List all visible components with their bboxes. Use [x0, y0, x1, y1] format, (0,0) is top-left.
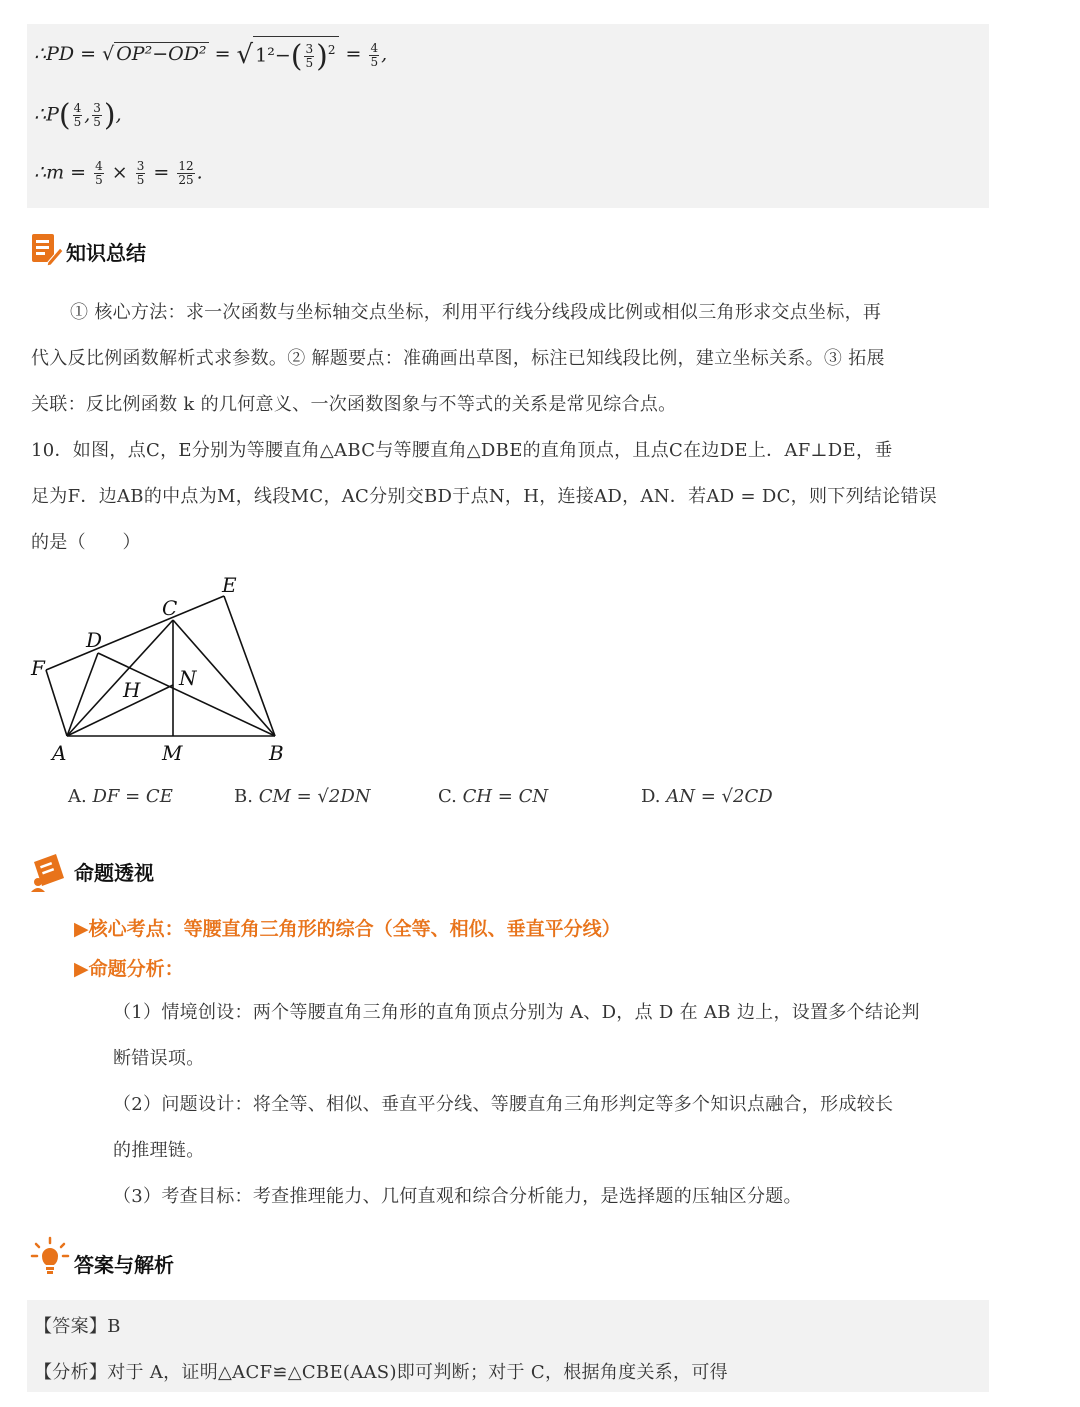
label-h: H [123, 678, 141, 702]
label-d: D [86, 628, 103, 652]
analysis-line-3: （2）问题设计：将全等、相似、垂直平分线、等腰直角三角形判定等多个知识点融合，形成较长 [113, 1094, 894, 1115]
option-b[interactable] [234, 786, 371, 807]
knowledge-line-1: ① 核心方法：求一次函数与坐标轴交点坐标，利用平行线分线段成比例或相似三角形求交点坐标，再 [70, 302, 882, 323]
clipboard-person-icon [30, 852, 72, 888]
option-letter: A. [68, 786, 87, 807]
eq-text: = [147, 161, 176, 184]
analysis-line-1: （1）情境创设：两个等腰直角三角形的直角顶点分别为 A、D，点 D 在 AB 边上，设置多个结论判 [113, 1002, 920, 1023]
option-text: DF = CE [92, 786, 173, 807]
eq-text: , [115, 103, 122, 126]
eq-sqrt: OP²−OD² [116, 43, 207, 65]
eq-text: ∴P [34, 103, 59, 126]
option-letter: C. [438, 786, 457, 807]
eq-big-sqrt: 1²−( $\frac{3}{5}$ )$^2$ [253, 36, 339, 74]
question-line-1: 10．如图，点C，E分别为等腰直角△ABC与等腰直角△DBE的直角顶点，且点C在边DE上．AF⊥DE，垂 [31, 440, 893, 461]
knowledge-heading [30, 228, 146, 268]
label-f: F [31, 656, 45, 680]
option-letter: B. [234, 786, 253, 807]
fraction: $\frac{3}{5}$ [93, 101, 101, 129]
equation-pd: ∴PD = √ OP²−OD² = √ 1²−( $\frac{3}{5}$ )$^2$ = $\frac{4}{5}$ , [34, 36, 387, 74]
fraction: $\frac{4}{5}$ [370, 40, 379, 69]
equation-p: ∴P( $\frac{4}{5}$ , $\frac{3}{5}$ ), [34, 98, 122, 133]
option-text: CH = CN [462, 786, 549, 807]
geometry-figure [26, 570, 296, 770]
eq-text: 1²− [255, 44, 291, 67]
option-text: AN = √2CD [666, 786, 773, 807]
section-title: 知识总结 [66, 241, 146, 265]
eq-text: = [208, 43, 237, 65]
eq-text: ∴PD = [34, 43, 103, 65]
knowledge-line-2: 代入反比例函数解析式求参数。② 解题要点：准确画出草图，标注已知线段比例，建立坐标关系。③ 拓展 [31, 348, 885, 369]
eq-text: × [105, 161, 134, 184]
label-e: E [222, 573, 237, 597]
answer-text: 【答案】B [34, 1316, 121, 1337]
eq-text: ∴m = [34, 161, 93, 184]
segment-ac [67, 620, 173, 736]
eq-text: = [339, 43, 368, 65]
fraction: $\frac{3}{5}$ [305, 42, 314, 70]
question-line-2: 足为F．边AB的中点为M，线段MC，AC分别交BD于点N，H，连接AD，AN．若AD = DC，则下列结论错误 [31, 486, 938, 507]
option-letter: D. [641, 786, 661, 807]
equation-m [34, 160, 203, 187]
section-title: 答案与解析 [74, 1253, 174, 1277]
knowledge-line-3: 关联：反比例函数 k 的几何意义、一次函数图象与不等式的关系是常见综合点。 [31, 394, 677, 415]
option-text: CM = √2DN [258, 786, 371, 807]
analysis-line-5: （3）考查目标：考查推理能力、几何直观和综合分析能力，是选择题的压轴区分题。 [113, 1186, 802, 1207]
option-a[interactable] [68, 786, 173, 807]
lightbulb-icon [30, 1236, 72, 1280]
label-m: M [162, 741, 183, 765]
eq-sup: 2 [327, 43, 336, 58]
fraction: $\frac{4}{5}$ [73, 101, 82, 129]
section-title: 命题透视 [74, 861, 154, 885]
fraction: $\frac{3}{5}$ [136, 159, 145, 187]
analysis-label: ▶命题分析： [74, 958, 184, 980]
answer-analysis-text: 【分析】对于 A，证明△ACF≌△CBE(AAS)即可判断；对于 C，根据角度关系，可得 [34, 1362, 728, 1383]
label-c: C [162, 596, 178, 620]
fraction: $\frac{4}{5}$ [95, 159, 103, 187]
figure-lines [46, 596, 275, 736]
eq-text: , [381, 43, 388, 65]
fraction: $\frac{12}{25}$ [178, 159, 194, 187]
label-n: N [179, 666, 197, 690]
segment-fe [46, 596, 224, 670]
analysis-line-4: 的推理链。 [113, 1140, 205, 1161]
option-c[interactable] [438, 786, 548, 807]
option-d[interactable] [641, 786, 773, 807]
analysis-line-2: 断错误项。 [113, 1048, 205, 1069]
analysis-heading [30, 848, 154, 888]
label-a: A [52, 741, 67, 765]
eq-text: , [84, 103, 91, 126]
segment-fa [46, 670, 67, 736]
core-point: ▶核心考点：等腰直角三角形的综合（全等、相似、垂直平分线） [74, 918, 621, 940]
eq-text: . [196, 161, 203, 184]
label-b: B [269, 741, 284, 765]
answer-heading [30, 1240, 174, 1280]
notebook-pen-icon [30, 232, 64, 268]
question-line-3: 的是（ ） [31, 532, 141, 553]
